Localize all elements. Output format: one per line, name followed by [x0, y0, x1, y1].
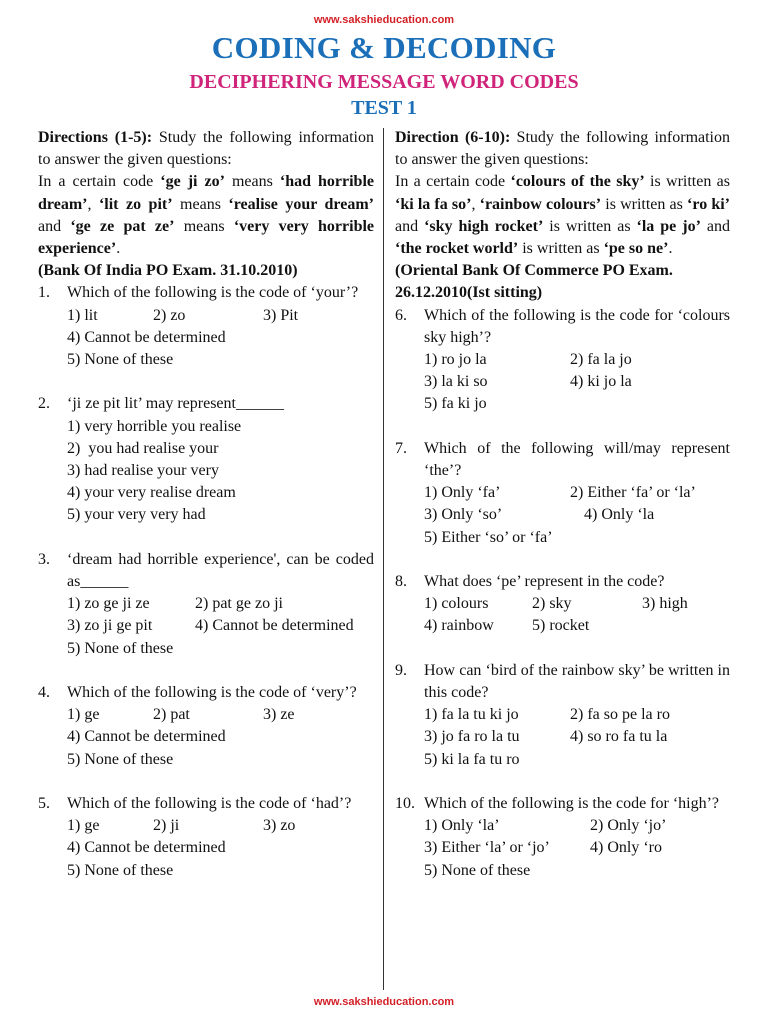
- info-text: means: [224, 173, 280, 191]
- question-text: ‘ji ze pit lit’ may represent______: [67, 395, 284, 413]
- option: 5) None of these: [67, 750, 174, 768]
- option: 2) fa la jo: [570, 351, 632, 369]
- option: 1) ge: [67, 706, 100, 724]
- exam-source: (Bank Of India PO Exam. 31.10.2010): [38, 262, 298, 280]
- option: 5) Either ‘so’ or ‘fa’: [424, 528, 553, 546]
- question-text: Which of the following will/may represent ‘the’?: [424, 439, 730, 480]
- info-code: ‘the rocket world’: [395, 240, 519, 258]
- option: 2) pat: [153, 706, 190, 724]
- question-number: 9.: [395, 661, 407, 679]
- option: 3) high: [642, 595, 688, 613]
- option: 2) Either ‘fa’ or ‘la’: [570, 484, 696, 502]
- option: 2) fa so pe la ro: [570, 706, 670, 724]
- directions-label: Directions (1-5):: [38, 129, 153, 146]
- option: 5) None of these: [67, 639, 174, 657]
- info-code: ‘la pe jo’: [636, 217, 701, 235]
- info-code: ‘rainbow colours’: [479, 195, 602, 213]
- option: 1) zo ge ji ze: [67, 595, 150, 613]
- directions-label: Direction (6-10):: [395, 129, 511, 146]
- info-code: ‘had horrible dream’: [38, 173, 374, 213]
- info-code: ‘lit zo pit’: [98, 195, 173, 213]
- footer-website: www.sakshieducation.com: [313, 996, 455, 1008]
- option: 4) ki jo la: [570, 373, 632, 391]
- option: 1) ro jo la: [424, 351, 487, 369]
- question-number: 8.: [395, 573, 407, 591]
- question-number: 3.: [38, 550, 50, 568]
- question-number: 10.: [395, 795, 415, 813]
- option: 5) None of these: [424, 861, 531, 879]
- test-label: TEST 1: [351, 97, 417, 119]
- option: 5) None of these: [67, 861, 174, 879]
- option: 2) you had realise your: [67, 439, 219, 457]
- info-text: means: [174, 217, 234, 235]
- info-text: is written as: [644, 173, 730, 191]
- info-code: ‘ki la fa so’: [395, 195, 472, 213]
- question-text: Which of the following is the code of ‘had’?: [67, 795, 352, 813]
- option: 1) very horrible you realise: [67, 417, 242, 435]
- option: 4) Only ‘la: [584, 506, 655, 524]
- option: 2) pat ge zo ji: [195, 595, 283, 613]
- question-number: 2.: [38, 395, 50, 413]
- directions-left: [38, 127, 374, 171]
- question-number: 7.: [395, 439, 407, 457]
- info-text: ,: [87, 195, 99, 213]
- question: [38, 793, 374, 882]
- exam-source: (Oriental Bank Of Commerce PO Exam. 26.12.2010(Ist sitting): [395, 262, 673, 302]
- info-text: is written as: [601, 195, 688, 213]
- option: 3) zo ji ge pit: [67, 617, 153, 635]
- option: 5) rocket: [532, 617, 590, 635]
- directions-text: Study the following information to answer the given questions:: [38, 129, 374, 169]
- question: [395, 571, 730, 638]
- info-text: and: [395, 217, 425, 235]
- directions-text: Study the following information to answer the given questions:: [395, 129, 731, 169]
- option: 1) fa la tu ki jo: [424, 706, 519, 724]
- left-column: [38, 127, 374, 882]
- question: [395, 305, 730, 416]
- option: 5) None of these: [67, 351, 174, 369]
- option: 3) zo: [263, 817, 296, 835]
- header-website: www.sakshieducation.com: [313, 14, 455, 26]
- question-number: 4.: [38, 684, 50, 702]
- info-code: ‘realise your dream’: [228, 195, 375, 213]
- page-title: CODING & DECODING: [211, 30, 557, 65]
- question: [395, 793, 730, 882]
- info-text: In a certain code: [395, 173, 511, 191]
- question: [38, 682, 374, 771]
- question-text: Which of the following is the code of ‘your’?: [67, 284, 359, 302]
- option: 1) Only ‘fa’: [424, 484, 501, 502]
- info-code: ‘ge ze pat ze’: [70, 217, 175, 235]
- question: [38, 282, 374, 371]
- question-number: 1.: [38, 284, 50, 302]
- question: [38, 549, 374, 660]
- question-text: How can ‘bird of the rainbow sky’ be written in this code?: [424, 661, 730, 702]
- question-text: ‘dream had horrible experience', can be coded as______: [67, 550, 374, 591]
- option: 3) had realise your very: [67, 462, 219, 480]
- column-divider: [383, 128, 384, 990]
- option: 4) Cannot be determined: [195, 617, 354, 635]
- info-code: ‘pe so ne’: [603, 240, 669, 258]
- info-code: ‘sky high rocket’: [424, 217, 544, 235]
- option: 2) ji: [153, 817, 180, 835]
- option: 4) your very realise dream: [67, 484, 236, 502]
- option: 1) lit: [67, 306, 98, 324]
- option: 1) ge: [67, 817, 100, 835]
- question-number: 6.: [395, 306, 407, 324]
- question-text: Which of the following is the code for ‘high’?: [424, 795, 720, 813]
- option: 4) Cannot be determined: [67, 328, 226, 346]
- question: [38, 393, 374, 526]
- option: 4) rainbow: [424, 617, 494, 635]
- info-text: .: [668, 240, 673, 258]
- option: 4) Only ‘ro: [590, 839, 662, 857]
- info-text: and: [700, 217, 730, 235]
- question: [395, 438, 730, 549]
- option: 4) so ro fa tu la: [570, 728, 668, 746]
- option: 3) Pit: [263, 306, 299, 324]
- directions-right: [395, 127, 730, 171]
- option: 4) Cannot be determined: [67, 839, 226, 857]
- question-number: 5.: [38, 795, 50, 813]
- info-text: and: [38, 217, 71, 235]
- option: 3) jo fa ro la tu: [424, 728, 520, 746]
- info-code: ‘ro ki’: [687, 195, 731, 213]
- info-text: is written as: [518, 240, 604, 258]
- right-column: [395, 127, 730, 882]
- info-right: [395, 171, 730, 260]
- info-code: ‘ge ji zo’: [160, 173, 225, 191]
- question-text: Which of the following is the code of ‘very’?: [67, 684, 357, 702]
- option: 2) zo: [153, 306, 186, 324]
- option: 5) fa ki jo: [424, 395, 487, 413]
- option: 2) Only ‘jo’: [590, 817, 667, 835]
- option: 3) Either ‘la’ or ‘jo’: [424, 839, 550, 857]
- question-text: What does ‘pe’ represent in the code?: [424, 573, 665, 591]
- option: 4) Cannot be determined: [67, 728, 226, 746]
- option: 5) your very very had: [67, 506, 206, 524]
- option: 2) sky: [532, 595, 572, 613]
- option: 5) ki la fa tu ro: [424, 750, 520, 768]
- info-text: means: [172, 195, 229, 213]
- info-text: .: [116, 240, 121, 258]
- option: 1) colours: [424, 595, 489, 613]
- question: [395, 660, 730, 771]
- option: 3) ze: [263, 706, 295, 724]
- option: 3) la ki so: [424, 373, 488, 391]
- option: 1) Only ‘la’: [424, 817, 500, 835]
- info-left: [38, 171, 374, 260]
- question-text: Which of the following is the code for ‘colours sky high’?: [424, 306, 730, 346]
- info-code: ‘colours of the sky’: [510, 173, 645, 191]
- info-code: ‘very very horrible experience’: [38, 217, 375, 258]
- info-text: ,: [471, 195, 480, 213]
- option: 3) Only ‘so’: [424, 506, 503, 524]
- info-text: is written as: [543, 217, 637, 235]
- page-subtitle: DECIPHERING MESSAGE WORD CODES: [189, 71, 579, 93]
- info-text: In a certain code: [38, 173, 161, 191]
